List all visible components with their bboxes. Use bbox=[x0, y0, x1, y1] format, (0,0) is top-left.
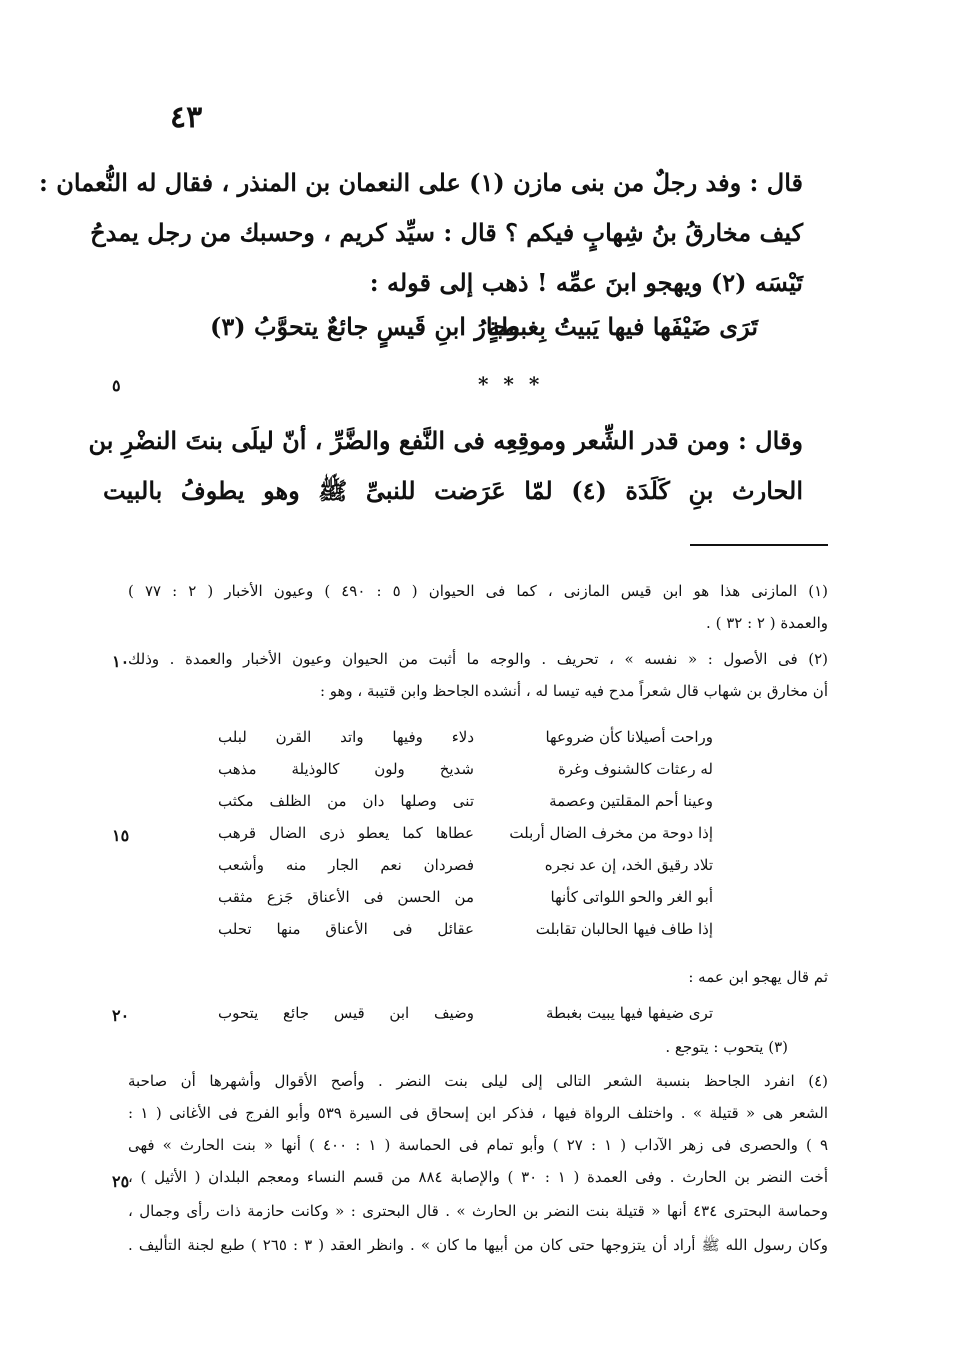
footnote-4-line-2: الشعر هى « قتيلة » . واختلف الرواة فيها ، فذكر ابن إسحاق فى السيرة ٥٣٩ وأبو الفرج فى الأغانى ( ١ : bbox=[128, 1104, 828, 1122]
poem-line-1-right: وراحت أصيلانا كأن ضروعها bbox=[545, 728, 713, 746]
verse2-right: ترى ضيفها فيها يبيت بغبطة bbox=[545, 1004, 713, 1022]
poem-line-7-right: إذا طاف فيها الحالبان تقابلت bbox=[535, 920, 713, 938]
line-number: ١٥ bbox=[112, 826, 130, 845]
verse-second-hemistich: وجارُ ابنِ قَيسٍ جائعٌ يتحوَّبُ (٣) bbox=[210, 312, 520, 341]
footnote-4-line-3: ٩ ) والحصرى فى زهر الآداب ( ١ : ٢٧ ) وأبو تمام فى الحماسة ( ١ : ٤٠٠ ) أنها « بنت الحارث » فهى bbox=[128, 1136, 829, 1154]
section-separator: * * * bbox=[478, 372, 544, 396]
verse-first-hemistich: تَرَى ضَيْفَها فيها يَبيتُ بِغبطةٍ bbox=[487, 312, 758, 341]
line-number: ١٠ bbox=[112, 652, 130, 671]
line-number: ٥ bbox=[112, 376, 121, 395]
footnote-4-line-4: أخت النضر بن الحارث . وفى العمدة ( ١ : ٣٠ ) والإصابة ٨٨٤ من قسم النساء ومعجم البلدان ( الأثيل ) ، bbox=[128, 1168, 828, 1186]
poem-line-7-left: عقائل فى الأعناق منها تحلب bbox=[218, 920, 474, 938]
page-number: ٤٣ bbox=[170, 100, 203, 135]
main-text-line-2: كيف مخارقُ بنُ شِهابٍ فيكم ؟ قال : سيِّد كريم ، وحسبك من رجل يمدحُ bbox=[90, 218, 803, 247]
footnote-divider bbox=[690, 544, 828, 546]
poem-line-3-left: تنى وصلها دان من الظلف مكثب bbox=[218, 792, 474, 810]
poem-line-4-right: إذا دوحة من مخرف الضال أربلت bbox=[509, 824, 713, 842]
line-number: ٢٥ bbox=[112, 1172, 130, 1191]
footnote-2-after-poem: ثم قال يهجو ابن عمه : bbox=[688, 968, 828, 986]
footnote-2-line-1: (٢) فى الأصول : « نفسه » ، تحريف . والوجه ما أثبت من الحيوان وعيون الأخبار والعمدة . وذلك bbox=[128, 650, 828, 668]
main-text-line-5: الحارث بنِ كَلَدَة (٤) لمّا عَرَضت للنبىِّ ﷺ وهو يطوفُ بالبيت bbox=[103, 476, 803, 505]
footnote-1-line-2: والعمدة ( ٢ : ٣٢ ) . bbox=[706, 614, 828, 632]
poem-line-6-left: من الحسن فى الأعناق جَزع مثقب bbox=[218, 888, 474, 906]
line-number: ٢٠ bbox=[112, 1006, 130, 1025]
footnote-4-line-5: وحماسة البحترى ٤٣٤ أنها « قتيلة بنت النضر بن الحارث » . قال البحترى : « وكانت حازمة ذات رأى وجمال ، bbox=[128, 1202, 828, 1220]
footnote-3: (٣) يتحوب : يتوجع . bbox=[665, 1038, 788, 1056]
poem-line-2-left: شديخ ولون كالوذيلة مذهب bbox=[218, 760, 474, 778]
footnote-4-line-1: (٤) انفرد الجاحظ بنسبة الشعر التالى إلى ليلى بنت النضر . وأصح الأقوال وأشهرها أن صاحبة bbox=[128, 1072, 828, 1090]
verse2-left: وضيف ابن قيس جائع يتحوب bbox=[218, 1004, 474, 1022]
poem-line-3-right: وعينا أحم المقلتين وعصمة bbox=[549, 792, 713, 810]
poem-line-2-right: له رعثات كالشنوف وغرة bbox=[557, 760, 713, 778]
main-text-line-1: قال : وفد رجلٌ من بنى مازن (١) على النعمان بن المنذر ، فقال له النُّعمان : bbox=[39, 168, 803, 197]
main-text-line-3: تَيْسَه (٢) ويهجو ابنَ عمِّه ! ذهب إلى قوله : bbox=[369, 268, 803, 297]
poem-line-6-right: أبو الغر والحو اللواتى كأنها bbox=[550, 888, 713, 906]
footnote-4-line-6: وكان رسول الله ﷺ أراد أن يتزوجها حتى كان من أبيها ما كان » . وانظر العقد ( ٣ : ٢٦٥ ) طبع لجنة التأليف . bbox=[128, 1236, 828, 1254]
poem-line-4-left: عطاها كما يعطو ذرى الضال قرهب bbox=[218, 824, 474, 842]
poem-line-1-left: دلاء وفيها واتد القرن لبلب bbox=[218, 728, 474, 746]
footnote-1-line-1: (١) المازنى هذا هو ابن قيس المازنى ، كما فى الحيوان ( ٥ : ٤٩٠ ) وعيون الأخبار ( ٢ : ٧٧ ) bbox=[128, 582, 829, 600]
footnote-2-line-2: أن مخارق بن شهاب قال شعراً مدح فيه تيسا له ، أنشده الجاحظ وابن قتيبة ، وهو : bbox=[319, 682, 828, 700]
main-text-line-4: وقال : ومن قدر الشِّعر وموقِعِه فى النَّفع والضَّرِّ ، أنّ ليلَى بنتَ النضْرِ بن bbox=[88, 426, 803, 455]
poem-line-5-right: تلاد رقيق الخد، إن عد نجره bbox=[544, 856, 713, 874]
poem-line-5-left: فصردان نعم الجار منه وأشعب bbox=[218, 856, 474, 874]
